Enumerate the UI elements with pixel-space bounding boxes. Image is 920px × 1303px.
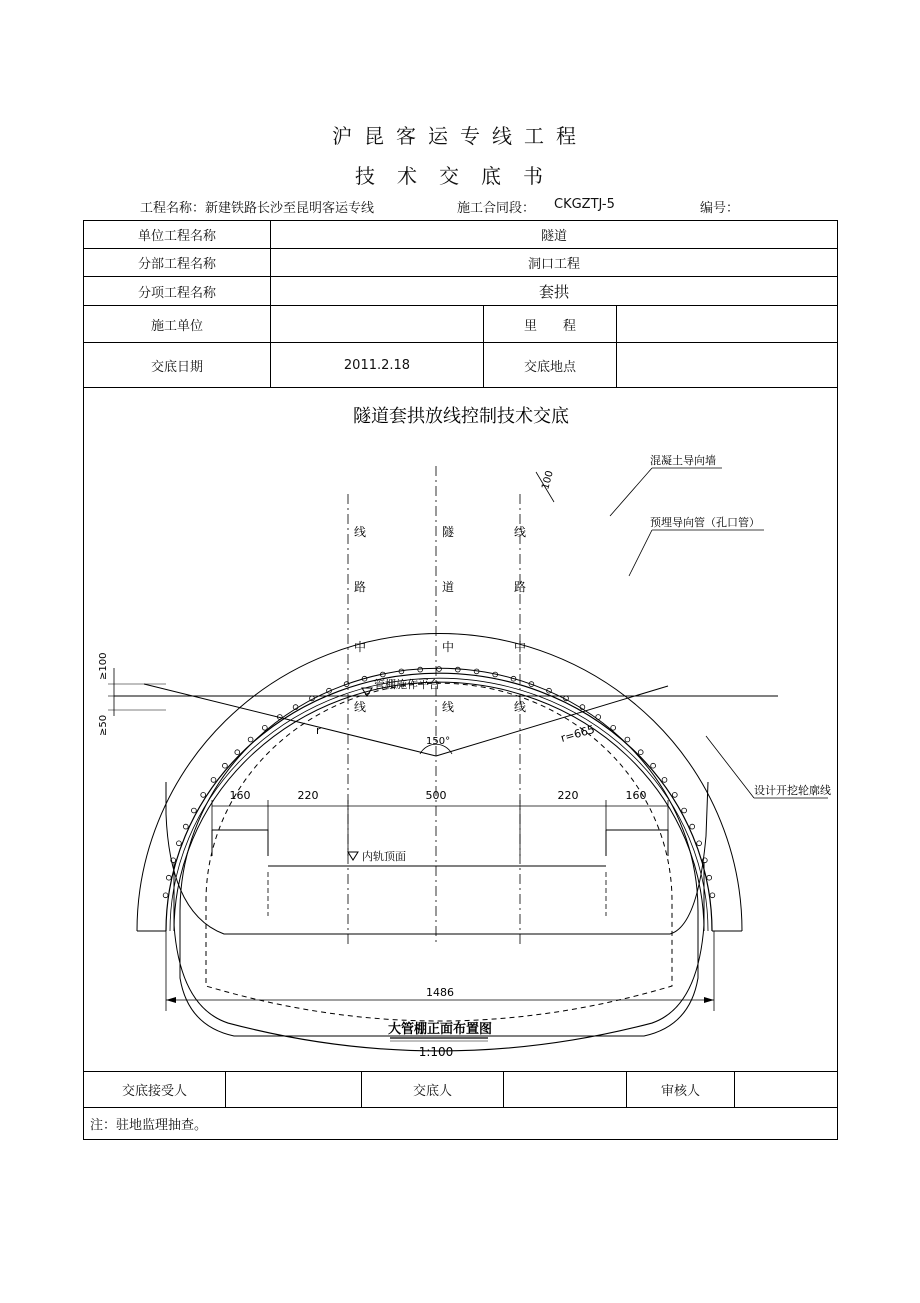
receiver-value bbox=[226, 1072, 361, 1107]
guide-pipe-circle bbox=[672, 793, 677, 798]
guide-pipe-circle bbox=[682, 808, 687, 813]
footnote: 注：驻地监理抽查。 bbox=[90, 1118, 208, 1133]
excavation-lower bbox=[166, 782, 708, 934]
receiver-label: 交底接受人 bbox=[121, 1084, 187, 1099]
right-centerline-3: 中 bbox=[514, 640, 527, 654]
left-centerline-3: 中 bbox=[354, 640, 367, 654]
disclosure-form bbox=[83, 220, 838, 1140]
mileage-value bbox=[617, 306, 837, 342]
constructor-label: 施工单位 bbox=[150, 318, 203, 334]
mileage-label: 里 程 bbox=[523, 318, 576, 334]
guide-pipe-circle bbox=[662, 778, 667, 783]
dim-220-left: 220 bbox=[297, 789, 319, 802]
project-name: 工程名称：新建铁路长沙至昆明客运专线 bbox=[140, 201, 375, 216]
excavation-callout: 设计开挖轮廓线 bbox=[754, 784, 831, 797]
guide-pipe-circle bbox=[611, 725, 616, 730]
dim-500: 500 bbox=[425, 789, 447, 802]
dim-220-right: 220 bbox=[557, 789, 579, 802]
reviewer-label: 审核人 bbox=[660, 1084, 700, 1099]
tunnel-arch-drawing bbox=[84, 386, 837, 1071]
guide-pipe-circle bbox=[418, 667, 423, 672]
place-label: 交底地点 bbox=[523, 359, 576, 375]
reviewer-value bbox=[735, 1072, 837, 1107]
guide-pipe-circle bbox=[262, 725, 267, 730]
guide-pipe-circle bbox=[697, 841, 702, 846]
guide-pipe-circle bbox=[437, 667, 442, 672]
unit-project-label: 单位工程名称 bbox=[137, 229, 216, 244]
angle-label: 150° bbox=[426, 736, 451, 747]
dim-160-right: 160 bbox=[625, 789, 647, 802]
guide-pipe-circle bbox=[183, 824, 188, 829]
excavation-contour bbox=[174, 682, 704, 931]
mid-centerline-1: 隧 bbox=[442, 525, 455, 539]
mid-centerline-4: 线 bbox=[442, 700, 455, 714]
place-value bbox=[617, 343, 837, 387]
guide-pipe-circle bbox=[710, 893, 715, 898]
date-label: 交底日期 bbox=[150, 359, 203, 375]
guide-pipe-circle bbox=[651, 763, 656, 768]
division-label: 分部工程名称 bbox=[137, 257, 216, 272]
constructor-value bbox=[271, 306, 483, 342]
guide-wall-callout: 混凝土导向墙 bbox=[650, 454, 716, 467]
drawing-scale: 1:100 bbox=[418, 1045, 454, 1059]
platform-label: 管棚施作平台 bbox=[374, 678, 440, 691]
guide-pipe-arc-outer bbox=[166, 673, 712, 931]
guide-pipe-circle bbox=[455, 667, 460, 672]
rail-top-label: 内轨顶面 bbox=[362, 850, 406, 863]
guide-pipe-circle bbox=[248, 737, 253, 742]
guide-pipe-circle bbox=[177, 841, 182, 846]
guide-pipe-circle bbox=[690, 824, 695, 829]
mid-centerline-2: 道 bbox=[442, 580, 455, 594]
guide-pipe-callout: 预埋导向管（孔口管） bbox=[650, 516, 760, 529]
guide-pipe-arc-inner bbox=[170, 678, 708, 931]
dim-top-100: 100 bbox=[540, 469, 556, 491]
guide-pipe-circle bbox=[638, 750, 643, 755]
dim-160-left: 160 bbox=[229, 789, 251, 802]
drawing-caption: 大管棚正面布置图 bbox=[387, 1022, 493, 1037]
guide-pipe-circle bbox=[166, 875, 171, 880]
dim-total: 1486 bbox=[426, 986, 454, 999]
division-value: 洞口工程 bbox=[527, 257, 580, 272]
left-centerline-2: 路 bbox=[354, 580, 367, 594]
document-title: 沪昆客运专线工程 bbox=[332, 124, 588, 148]
radius-left: r bbox=[316, 724, 321, 737]
guide-pipe-circle bbox=[625, 737, 630, 742]
guide-pipe-circle bbox=[223, 763, 228, 768]
guide-pipe-circle bbox=[163, 893, 168, 898]
guide-pipe-circle bbox=[235, 750, 240, 755]
guide-pipe-circle bbox=[201, 793, 206, 798]
contract-value: CKGZTJ-5 bbox=[554, 197, 615, 212]
clearance-contour bbox=[206, 683, 672, 1021]
left-centerline-1: 线 bbox=[354, 525, 367, 539]
left-centerline-4: 线 bbox=[354, 700, 367, 714]
mid-centerline-3: 中 bbox=[442, 640, 455, 654]
contract-label: 施工合同段： bbox=[457, 201, 536, 216]
presenter-label: 交底人 bbox=[412, 1084, 452, 1099]
dim-left-100: ≥100 bbox=[98, 652, 109, 680]
drawing-heading: 隧道套拱放线控制技术交底 bbox=[353, 406, 569, 427]
dim-left-50: ≥50 bbox=[98, 714, 109, 736]
item-label: 分项工程名称 bbox=[137, 285, 216, 301]
guide-pipe-circle bbox=[211, 778, 216, 783]
unit-project-value: 隧道 bbox=[540, 229, 567, 244]
document-subtitle: 技术交底书 bbox=[355, 164, 565, 188]
date-value: 2011.2.18 bbox=[343, 357, 411, 373]
radius-right: r=665 bbox=[559, 722, 597, 745]
guide-pipe-circle bbox=[192, 808, 197, 813]
right-centerline-1: 线 bbox=[514, 525, 527, 539]
item-value: 套拱 bbox=[538, 282, 569, 301]
lining-contour bbox=[180, 668, 698, 1036]
number-label: 编号： bbox=[700, 201, 740, 216]
presenter-value bbox=[504, 1072, 626, 1107]
right-centerline-4: 线 bbox=[514, 700, 527, 714]
guide-pipe-circle bbox=[596, 715, 601, 720]
guide-pipe-circle bbox=[707, 875, 712, 880]
right-centerline-2: 路 bbox=[514, 580, 527, 594]
